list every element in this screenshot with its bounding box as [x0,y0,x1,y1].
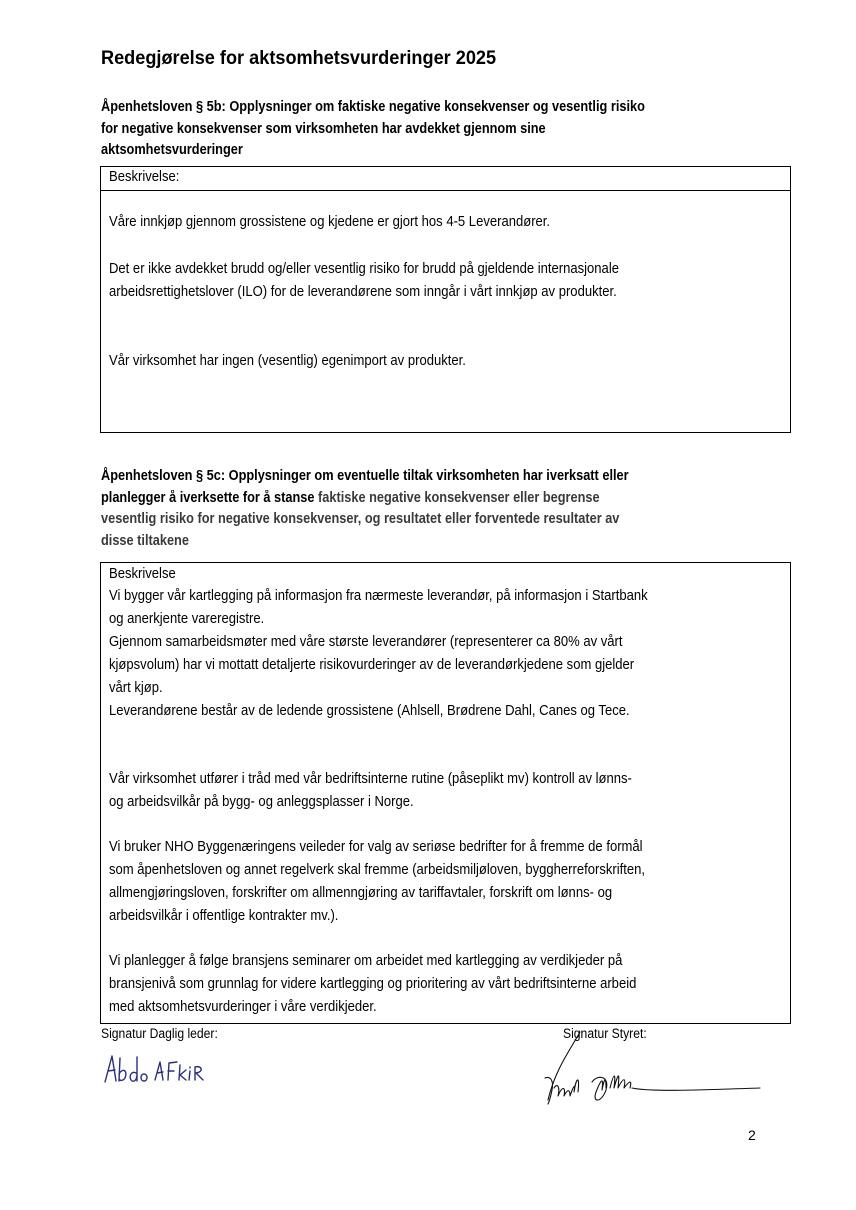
body-line: Vi planlegger å følge bransjens seminarer om arbeidet med kartlegging av verdikjeder på [109,953,623,969]
body-line: Leverandørene består av de ledende grossistene (Ahlsell, Brødrene Dahl, Canes og Tece. [109,703,630,719]
ceo-signature-label: Signatur Daglig leder: [101,1026,218,1041]
section-5c-heading: Åpenhetsloven § 5c: Opplysninger om eventuelle tiltak virksomheten har iverksatt eller planlegger å iverksette for å stanse faktiske negative konsekvenser eller begrense vesentlig risiko for negative konsekvenser, og resultatet eller forventede resultater av disse tiltakene [101,468,629,549]
page-title: Redegjørelse for aktsomhetsvurderinger 2025 [101,47,497,69]
heading-line: for negative konsekvenser som virksomheten har avdekket gjennom sine [101,120,546,137]
board-signature-label: Signatur Styret: [563,1026,647,1041]
paragraph: arbeidsrettighetslover (ILO) for de leverandørene som inngår i vårt innkjøp av produkter. [109,284,617,300]
section-5b-heading [101,97,719,162]
body-line: som åpenhetsloven og annet regelverk skal fremme (arbeidsmiljøloven, byggherreforskriften, [109,862,646,878]
body-line: Vi bygger vår kartlegging på informasjon fra nærmeste leverandør, på informasjon i Startbank [109,588,648,604]
body-line: og arbeidsvilkår på bygg- og anleggsplasser i Norge. [109,794,414,810]
description-label: Beskrivelse [109,566,176,582]
body-line: med aktsomhetsvurderinger i våre verdikjeder. [109,999,377,1015]
body-line: Vår virksomhet utfører i tråd med vår bedriftsinterne rutine (påseplikt mv) kontroll av lønns- [109,771,632,787]
body-line: kjøpsvolum) har vi mottatt detaljerte risikovurderinger av de leverandørkjedene som gjelder [109,657,635,673]
paragraph: Vår virksomhet har ingen (vesentlig) egenimport av produkter. [109,353,466,369]
section-5b-description-box [100,166,791,433]
signature-icon [540,1030,770,1110]
body-line: bransjenivå som grunnlag for videre kartlegging og prioritering av vårt bedriftsinterne arbeid [109,976,637,992]
description-label: Beskrivelse: [109,169,180,185]
body-line: arbeidsvilkår i offentlige kontrakter mv.). [109,908,339,924]
paragraph: Våre innkjøp gjennom grossistene og kjedene er gjort hos 4-5 Leverandører. [109,214,551,230]
paragraph: Det er ikke avdekket brudd og/eller vesentlig risiko for brudd på gjeldende internasjonale [109,261,619,277]
description-header-row [101,167,790,191]
signature-icon [103,1050,243,1090]
board-handwritten-signature [540,1030,770,1115]
body-line: Vi bruker NHO Byggenæringens veileder for valg av seriøse bedrifter for å fremme de formål [109,839,643,855]
body-line: Gjennom samarbeidsmøter med våre største leverandører (representerer ca 80% av vårt [109,634,623,650]
page-number: 2 [748,1127,756,1143]
body-line: vårt kjøp. [109,680,163,696]
ceo-handwritten-signature [103,1050,243,1095]
body-line: allmengjøringsloven, forskrifter om allmenngjøring av tariffavtaler, forskrift om lønns- og [109,885,613,901]
heading-line: aktsomhetsvurderinger [101,142,243,158]
section-5c-description-box [100,562,791,1024]
heading-line: Åpenhetsloven § 5b: Opplysninger om faktiske negative konsekvenser og vesentlig risiko [101,99,645,115]
body-line: og anerkjente vareregistre. [109,611,265,627]
